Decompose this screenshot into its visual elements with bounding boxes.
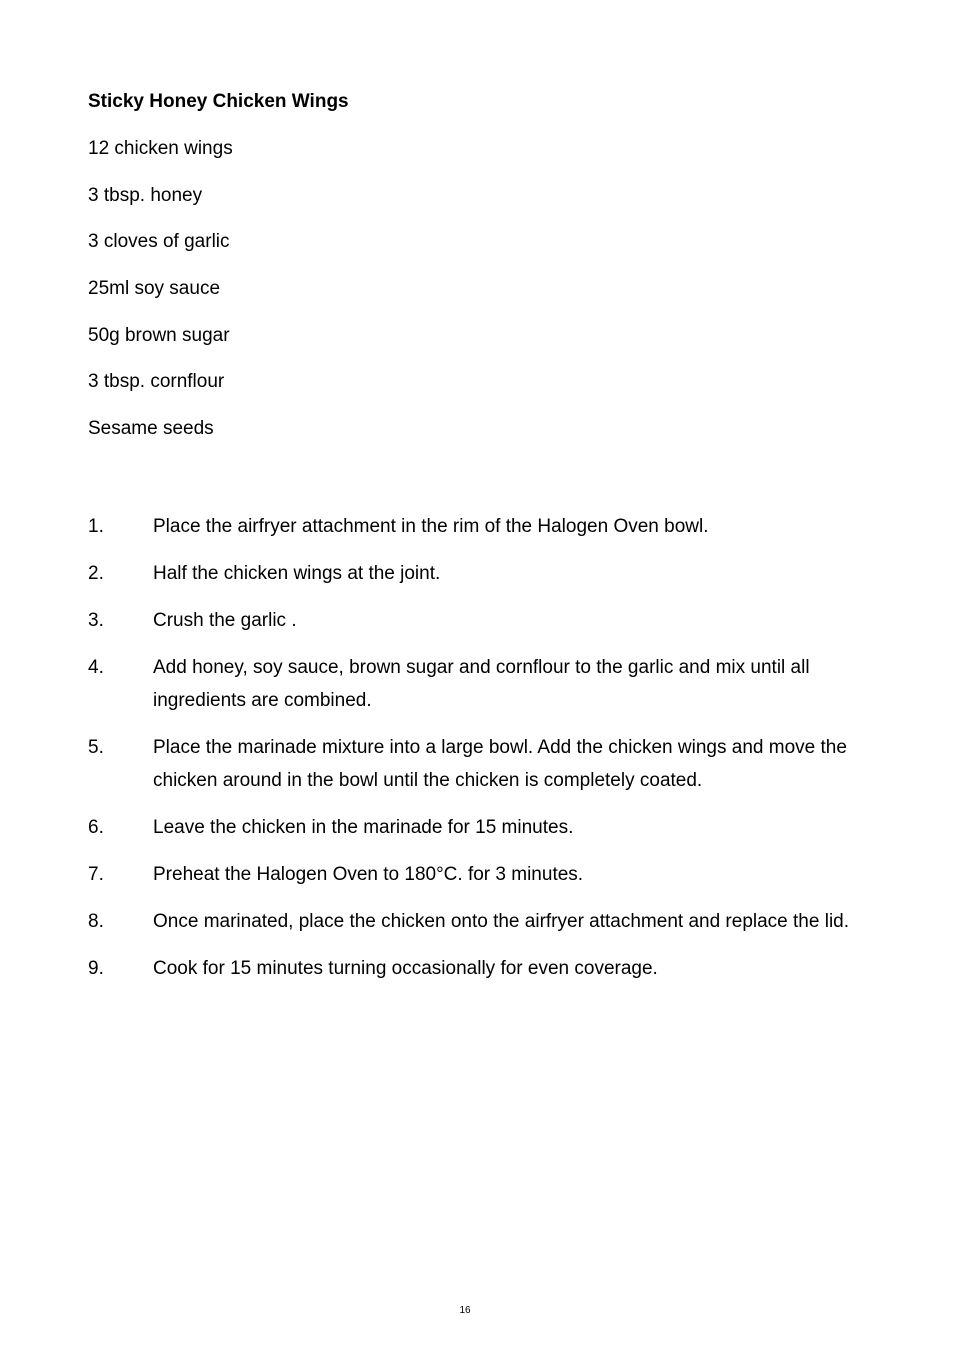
- step-text: Cook for 15 minutes turning occasionally for even coverage.: [153, 958, 658, 979]
- page-number: 16: [459, 1305, 471, 1316]
- ingredient-item: Sesame seeds: [88, 418, 214, 440]
- method-step: [88, 651, 868, 717]
- step-number: 9.: [88, 958, 104, 979]
- step-number: 4.: [88, 657, 104, 678]
- ingredient-item: 3 cloves of garlic: [88, 231, 230, 253]
- step-text: Half the chicken wings at the joint.: [153, 563, 441, 584]
- method-step: [88, 952, 868, 985]
- step-text: Place the marinade mixture into a large bowl. Add the chicken wings and move the chicken around in the bowl until the chicken is completely coated.: [153, 737, 847, 791]
- step-number: 6.: [88, 817, 104, 838]
- ingredient-item: 12 chicken wings: [88, 138, 233, 159]
- step-text: Crush the garlic .: [153, 610, 297, 631]
- ingredient-item: 3 tbsp. cornflour: [88, 371, 225, 393]
- recipe-title: Sticky Honey Chicken Wings: [88, 91, 349, 112]
- step-text: Once marinated, place the chicken onto the airfryer attachment and replace the lid.: [153, 911, 850, 932]
- step-number: 7.: [88, 864, 104, 885]
- method-step: [88, 858, 868, 891]
- step-text: Leave the chicken in the marinade for 15 minutes.: [153, 817, 574, 838]
- ingredient-item: 50g brown sugar: [88, 324, 230, 346]
- step-number: 3.: [88, 610, 104, 631]
- method-step: [88, 731, 868, 797]
- ingredient-item: 25ml soy sauce: [88, 278, 221, 300]
- method-step: [88, 811, 868, 844]
- step-number: 1.: [88, 516, 104, 537]
- method-step: [88, 604, 868, 637]
- method-step: [88, 510, 868, 543]
- method-step: [88, 905, 868, 938]
- method-step: [88, 557, 868, 590]
- step-text: Preheat the Halogen Oven to 180°C. for 3 minutes.: [153, 864, 584, 885]
- method-steps-list: [88, 510, 868, 999]
- step-number: 5.: [88, 737, 104, 758]
- step-text: Place the airfryer attachment in the rim of the Halogen Oven bowl.: [153, 516, 709, 537]
- step-number: 2.: [88, 563, 104, 584]
- ingredient-item: 3 tbsp. honey: [88, 184, 203, 206]
- ingredients-list: [88, 136, 233, 463]
- step-text: Add honey, soy sauce, brown sugar and cornflour to the garlic and mix until all ingredients are combined.: [153, 657, 810, 711]
- step-number: 8.: [88, 911, 104, 932]
